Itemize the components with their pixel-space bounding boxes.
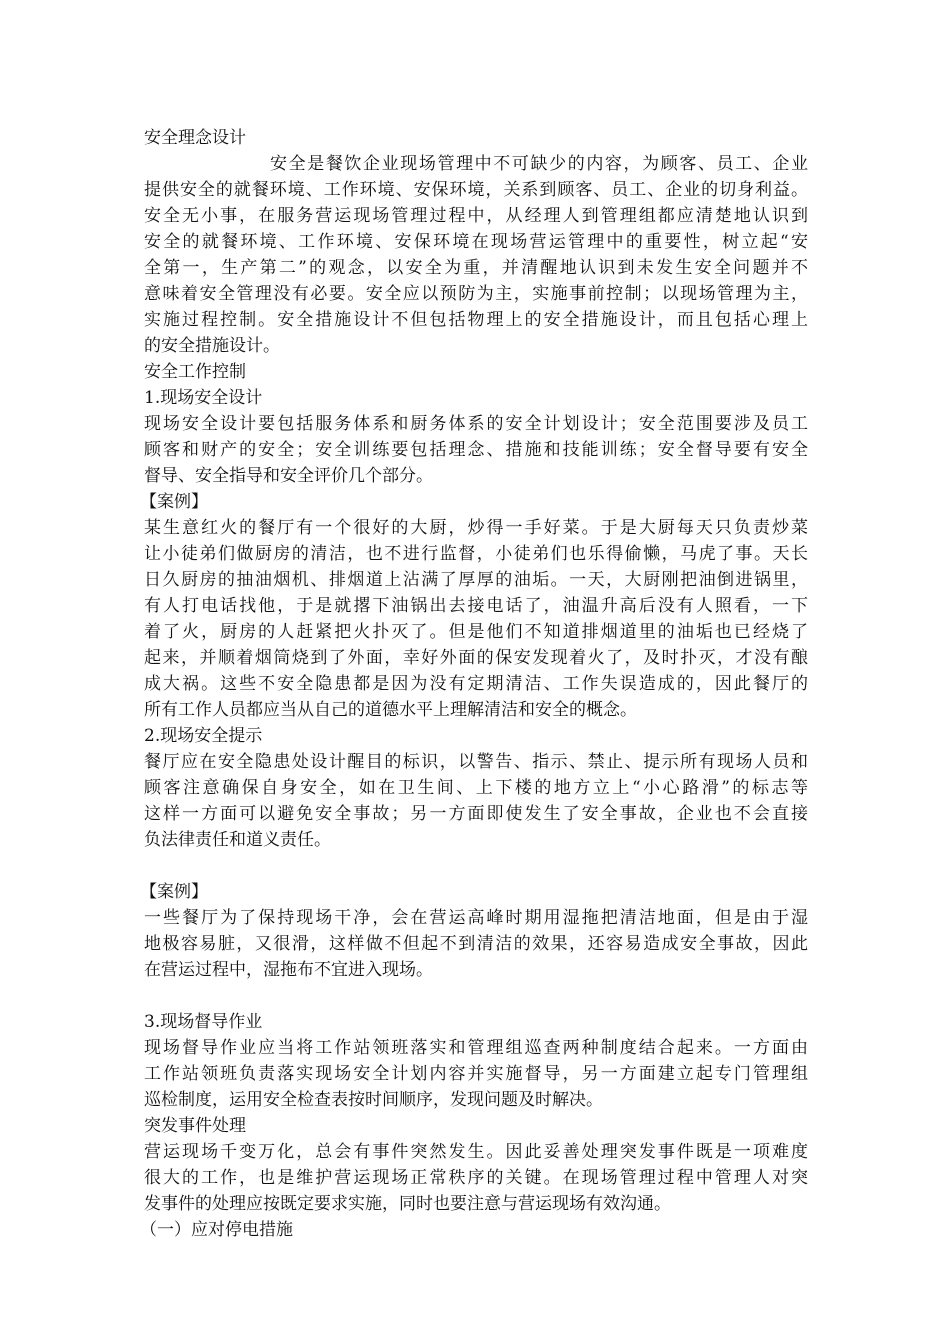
paragraph-line: 所有工作人员都应当从自己的道德水平上理解清洁和安全的概念。	[144, 700, 637, 720]
paragraph-line: 着了火，厨房的人赶紧把火扑灭了。但是他们不知道排烟道里的油垢也已经烧了	[144, 622, 808, 642]
paragraph-line: 现场督导作业应当将工作站领班落实和管理组巡查两种制度结合起来。一方面由	[144, 1038, 808, 1058]
paragraph-line: 日久厨房的抽油烟机、排烟道上沾满了厚厚的油垢。一天，大厨刚把油倒进锅里，	[144, 570, 808, 590]
paragraph-line: 成大祸。这些不安全隐患都是因为没有定期清洁、工作失误造成的，因此餐厅的	[144, 674, 808, 694]
paragraph-line: 提供安全的就餐环境、工作环境、安保环境，关系到顾客、员工、企业的切身利益。	[144, 180, 808, 200]
paragraph-line: 某生意红火的餐厅有一个很好的大厨，炒得一手好菜。于是大厨每天只负责炒菜	[144, 518, 808, 538]
paragraph-line: 餐厅应在安全隐患处设计醒目的标识，以警告、指示、禁止、提示所有现场人员和	[144, 752, 808, 772]
paragraph-line: 顾客和财产的安全；安全训练要包括理念、措施和技能训练；安全督导要有安全	[144, 440, 808, 460]
paragraph-line: 巡检制度，运用安全检查表按时间顺序，发现问题及时解决。	[144, 1090, 603, 1110]
paragraph-line: 在营运过程中，湿拖布不宜进入现场。	[144, 960, 433, 980]
paragraph-line: 顾客注意确保自身安全，如在卫生间、上下楼的地方立上“小心路滑”的标志等	[144, 778, 808, 798]
paragraph-line: 这样一方面可以避免安全事故；另一方面即使发生了安全事故，企业也不会直接	[144, 804, 808, 824]
paragraph-line: 地极容易脏，又很滑，这样做不但起不到清洁的效果，还容易造成安全事故，因此	[144, 934, 808, 954]
paragraph-line: 的安全措施设计。	[144, 336, 280, 356]
subsection-heading: （一）应对停电措施	[140, 1220, 293, 1240]
case-label: 【案例】	[140, 492, 208, 512]
paragraph-line: 起来，并顺着烟筒烧到了外面，幸好外面的保安发现着火了，及时扑灭，才没有酿	[144, 648, 808, 668]
section-heading: 安全工作控制	[144, 362, 246, 382]
subsection-heading: 2.现场安全提示	[144, 726, 263, 746]
paragraph-line: 实施过程控制。安全措施设计不但包括物理上的安全措施设计，而且包括心理上	[144, 310, 808, 330]
paragraph-line: 意味着安全管理没有必要。安全应以预防为主，实施事前控制；以现场管理为主，	[144, 284, 808, 304]
paragraph-line: 安全无小事，在服务营运现场管理过程中，从经理人到管理组都应清楚地认识到	[144, 206, 808, 226]
section-heading: 安全理念设计	[144, 128, 246, 148]
paragraph-line: 营运现场千变万化，总会有事件突然发生。因此妥善处理突发事件既是一项难度	[144, 1142, 808, 1162]
paragraph-line: 全第一，生产第二”的观念，以安全为重，并清醒地认识到未发生安全问题并不	[144, 258, 808, 278]
paragraph-line: 一些餐厅为了保持现场干净，会在营运高峰时期用湿拖把清洁地面，但是由于湿	[144, 908, 808, 928]
case-label: 【案例】	[140, 882, 208, 902]
paragraph-line: 让小徒弟们做厨房的清洁，也不进行监督，小徒弟们也乐得偷懒，马虎了事。天长	[144, 544, 808, 564]
paragraph-line: 工作站领班负责落实现场安全计划内容并实施督导，另一方面建立起专门管理组	[144, 1064, 808, 1084]
paragraph-line: 现场安全设计要包括服务体系和厨务体系的安全计划设计；安全范围要涉及员工	[144, 414, 808, 434]
subsection-heading: 3.现场督导作业	[144, 1012, 263, 1032]
paragraph-line: 督导、安全指导和安全评价几个部分。	[144, 466, 433, 486]
paragraph-line: 负法律责任和道义责任。	[144, 830, 331, 850]
paragraph-line: 安全的就餐环境、工作环境、安保环境在现场营运管理中的重要性，树立起“安	[144, 232, 808, 252]
subsection-heading: 1.现场安全设计	[144, 388, 263, 408]
paragraph-line: 有人打电话找他，于是就撂下油锅出去接电话了，油温升高后没有人照看，一下	[144, 596, 808, 616]
paragraph-line: 发事件的处理应按既定要求实施，同时也要注意与营运现场有效沟通。	[144, 1194, 671, 1214]
paragraph-line: 安全是餐饮企业现场管理中不可缺少的内容，为顾客、员工、企业	[270, 154, 808, 174]
paragraph-line: 很大的工作，也是维护营运现场正常秩序的关键。在现场管理过程中管理人对突	[144, 1168, 808, 1188]
section-heading: 突发事件处理	[144, 1116, 246, 1136]
